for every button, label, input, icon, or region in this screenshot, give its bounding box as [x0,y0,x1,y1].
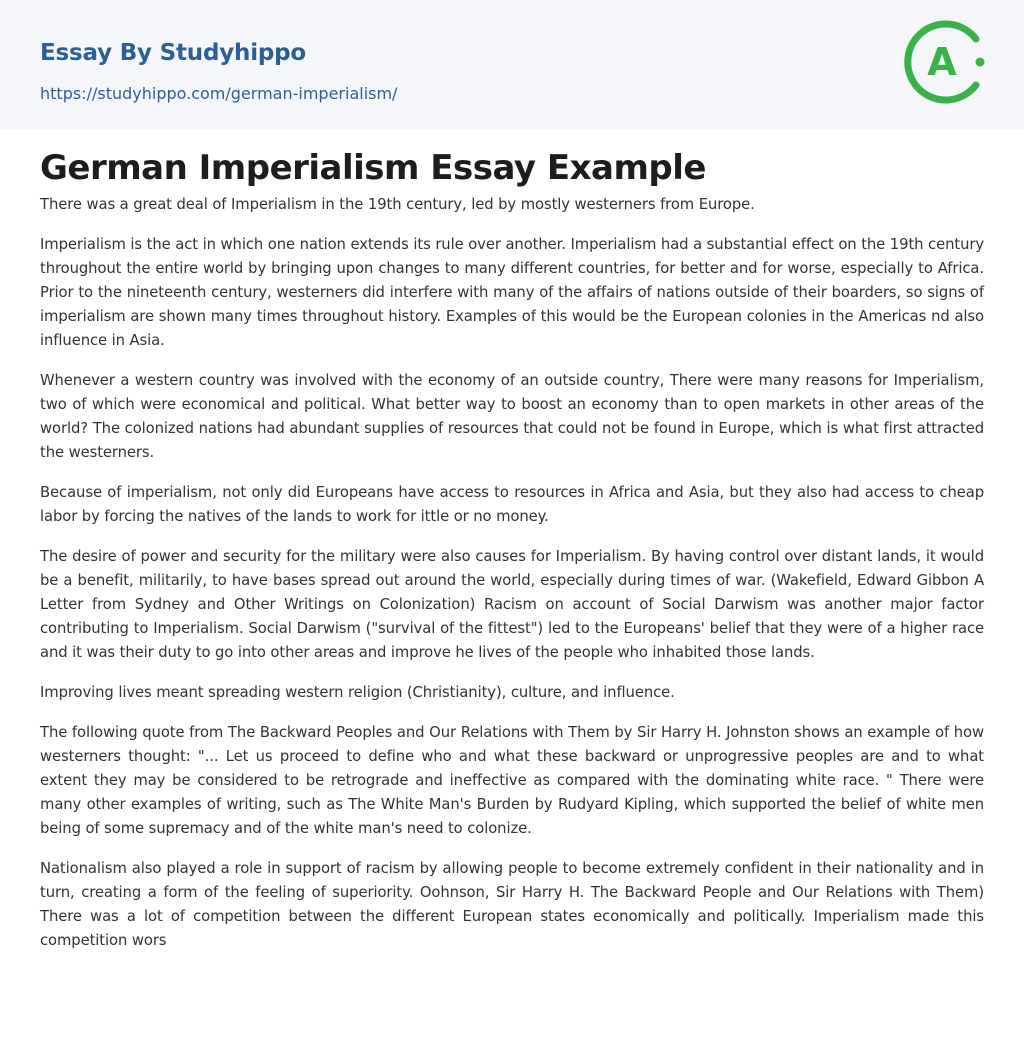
essay-paragraph: The desire of power and security for the military were also causes for Imperialism. By having control over distant lands, it would be a benefit, militarily, to have bases spread out around the world, especially during times of war. (Wakefield, Edward Gibbon A Letter from Sydney and Other Writings on Colonization) Racism on account of Social Darwism was another major factor contributing to Imperialism. Social Darwism ("survival of the fittest") led to the Europeans' belief that they were of a higher race and it was their duty to go into other areas and improve he lives of the people who inhabited those lands. [40,548,984,661]
brand-title: Essay By Studyhippo [40,40,307,66]
site-header [0,0,1024,129]
essay-paragraph: Because of imperialism, not only did Europeans have access to resources in Africa and Asia, but they also had access to cheap labor by forcing the natives of the lands to work for ittle or no money. [40,484,984,525]
studyhippo-logo-icon[interactable] [900,19,986,105]
essay-paragraph: There was a great deal of Imperialism in the 19th century, led by mostly westerners from Europe. [40,196,755,213]
essay-paragraph: Imperialism is the act in which one nation extends its rule over another. Imperialism had a substantial effect on the 19th century throughout the entire world by bringing upon changes to many different countries, for better and for worse, especially to Africa. Prior to the nineteenth century, westerners did interfere with many of the affairs of nations outside of their boarders, so signs of imperialism are shown many times throughout history. Examples of this would be the European colonies in the Americas nd also influence in Asia. [40,236,984,349]
logo-letter: A [927,40,957,84]
essay-url-link[interactable]: https://studyhippo.com/german-imperialism/ [40,84,398,103]
essay-body [40,193,984,953]
essay-main [0,129,1024,953]
essay-paragraph: The following quote from The Backward Peoples and Our Relations with Them by Sir Harry H. Johnston shows an example of how westerners thought: "... Let us proceed to define who and what these backward or unprogressive peoples are and to what extent they may be considered to be retrograde and ineffective as compared with the dominating white race. " There were many other examples of writing, such as The White Man's Burden by Rudyard Kipling, which supported the belief of white men being of some supremacy and of the white man's need to colonize. [40,724,984,837]
essay-paragraph: Improving lives meant spreading western religion (Christianity), culture, and influence. [40,684,675,701]
essay-paragraph: Whenever a western country was involved with the economy of an outside country, There were many reasons for Imperialism, two of which were economical and political. What better way to boost an economy than to open markets in other areas of the world? The colonized nations had abundant supplies of resources that could not be found in Europe, which is what first attracted the westerners. [40,372,984,461]
page-title: German Imperialism Essay Example [40,148,706,188]
essay-paragraph: Nationalism also played a role in support of racism by allowing people to become extremely confident in their nationality and in turn, creating a form of the feeling of superiority. Oohnson, Sir Harry H. The Backward People and Our Relations with Them) There was a lot of competition between the different European states economically and politically. Imperialism made this competition wors [40,860,984,949]
